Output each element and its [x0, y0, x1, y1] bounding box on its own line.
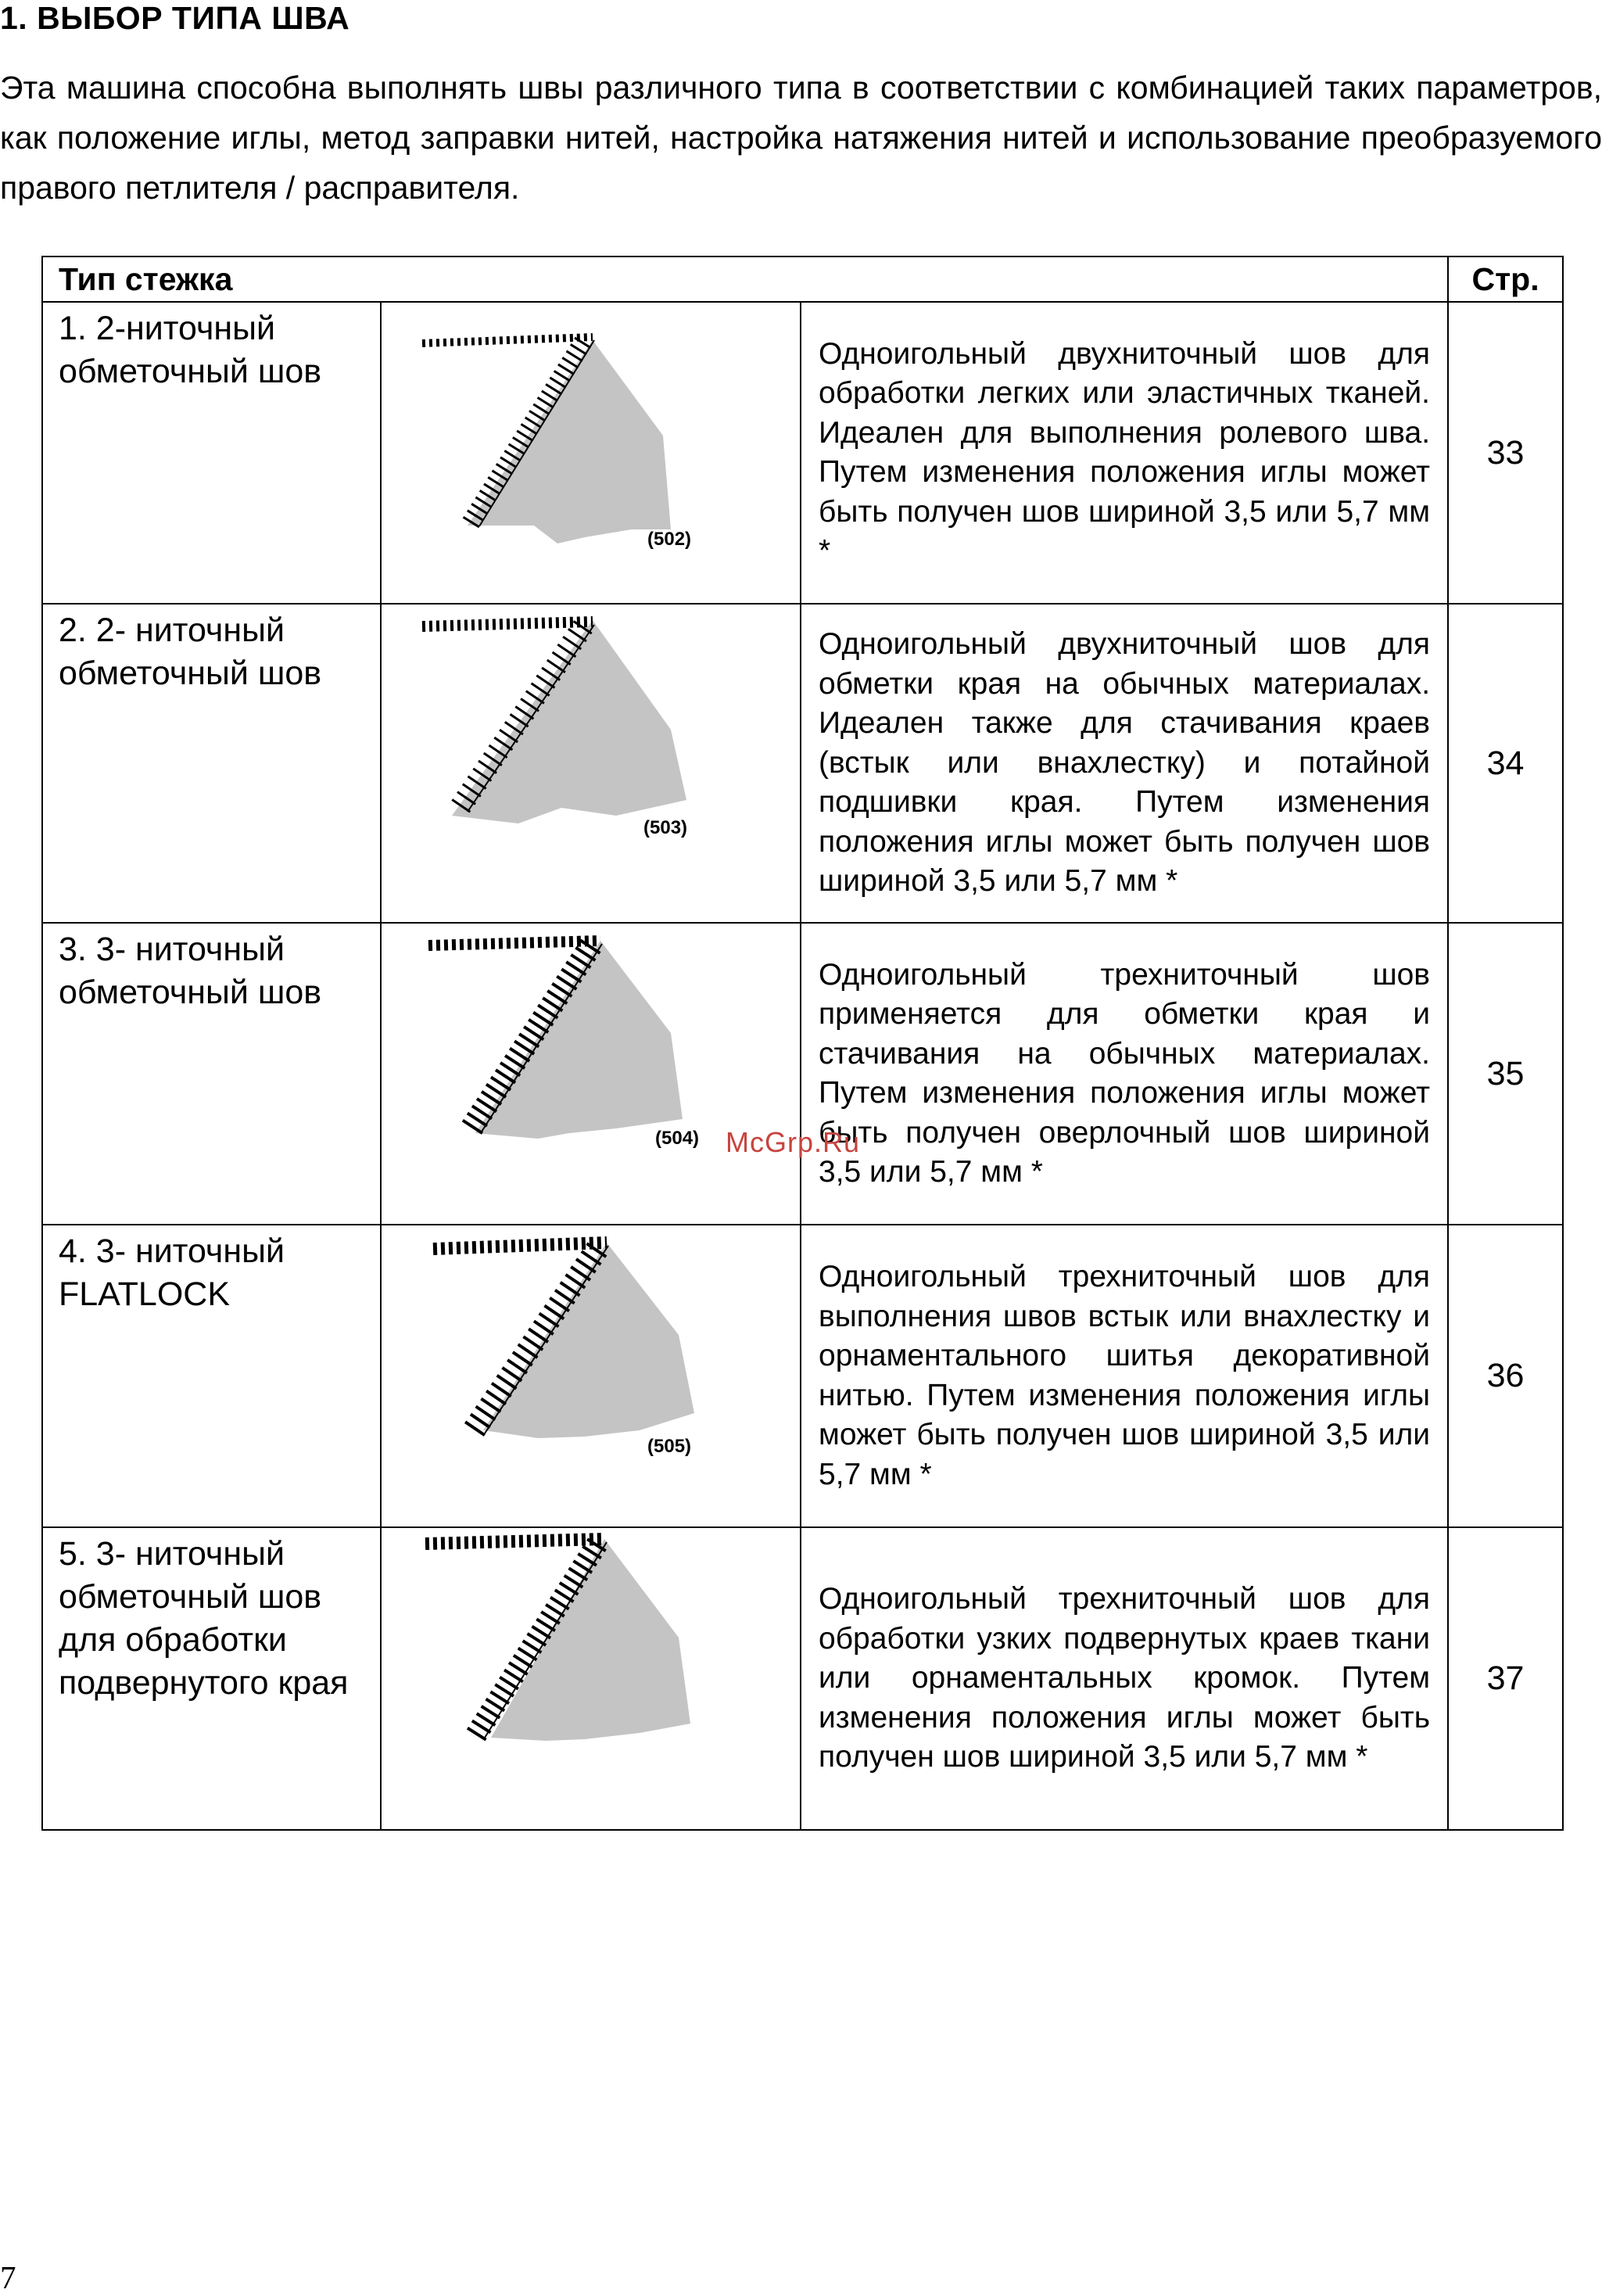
- stitch-page: 37: [1448, 1527, 1563, 1830]
- stitch-name: 2. 2- ниточный обметочный шов: [42, 604, 381, 923]
- top-stitch-row: [428, 941, 600, 945]
- stitch-figure: [381, 302, 801, 604]
- top-stitch-row: [422, 622, 593, 626]
- figure-code: (505): [647, 1436, 692, 1457]
- intro-paragraph: Эта машина способна выполнять швы различного типа в соответствии с комбинацией таких параметров, как положение иглы, метод заправки нитей, настройка натяжения нитей и использование преобразуемого правого петлителя / расправителя.: [0, 70, 1602, 206]
- section-heading: 1. ВЫБОР ТИПА ШВА: [0, 0, 350, 36]
- table-row: [42, 604, 1563, 923]
- stitch-description-cell: [801, 923, 1448, 1225]
- stitch-description: Одноигольный двухниточный шов для обработки легких или эластичных тканей. Идеален для выполнения ролевого шва. Путем изменения положения иглы может быть получен шов шириной 3,5 или 5,7 мм *: [819, 336, 1431, 568]
- table-row: [42, 302, 1563, 604]
- header-page: Стр.: [1448, 257, 1563, 302]
- stitch-504-illustration: [382, 924, 801, 1224]
- page-number: 7: [0, 2259, 16, 2295]
- figure-code: (504): [655, 1128, 700, 1149]
- stitch-description-cell: [801, 1225, 1448, 1527]
- table-row: [42, 1527, 1563, 1830]
- table-row: [42, 1225, 1563, 1527]
- fabric-shape: [483, 1243, 694, 1438]
- stitch-rolled-edge-illustration: [382, 1528, 801, 1829]
- figure-code: (502): [647, 529, 692, 550]
- stitch-description-cell: [801, 604, 1448, 923]
- stitch-page: 33: [1448, 302, 1563, 604]
- stitch-figure: [381, 923, 801, 1225]
- stitch-505-illustration: [382, 1225, 801, 1526]
- header-stitch-type: Тип стежка: [42, 257, 1448, 302]
- stitch-description-cell: [801, 302, 1448, 604]
- top-stitch-row: [433, 1243, 607, 1249]
- fabric-shape: [452, 620, 686, 823]
- stitch-name: 4. 3- ниточный FLATLOCK: [42, 1225, 381, 1527]
- stitch-description: Одноигольный трехниточный шов для выполнения швов встык или внахлестку и орнаментального шитья декоративной нитью. Путем изменения положения иглы может быть получен шов шириной 3,5 или 5,7 мм *: [819, 1260, 1431, 1491]
- watermark: McGrp.Ru: [726, 1126, 861, 1158]
- stitch-description: Одноигольный трехниточный шов применяется для обметки края и стачивания на обычных материалах. Путем изменения положения иглы может быть получен оверлочный шов шириной 3,5 или 5,7 мм *: [819, 957, 1431, 1189]
- stitch-description-cell: [801, 1527, 1448, 1830]
- stitch-name: 5. 3- ниточный обметочный шов для обработки подвернутого края: [42, 1527, 381, 1830]
- stitch-type-table: [41, 256, 1564, 1831]
- stitch-figure: [381, 604, 801, 923]
- stitch-page: 35: [1448, 923, 1563, 1225]
- stitch-page: 34: [1448, 604, 1563, 923]
- stitch-description: Одноигольный трехниточный шов для обработки узких подвернутых краев ткани или орнаментальных кромок. Путем изменения положения иглы может быть получен шов шириной 3,5 или 5,7 мм *: [819, 1582, 1431, 1774]
- stitch-page: 36: [1448, 1225, 1563, 1527]
- table-row: [42, 923, 1563, 1225]
- stitch-description: Одноигольный двухниточный шов для обметки края на обычных материалах. Идеален также для стачивания краев (встык или внахлестку) и потайной подшивки края. Путем изменения положения иглы может быть получен шов шириной 3,5 или 5,7 мм *: [819, 627, 1431, 899]
- stitch-502-illustration: [382, 303, 801, 603]
- figure-code: (503): [643, 817, 688, 838]
- stitch-503-illustration: [382, 604, 801, 922]
- stitch-figure: [381, 1527, 801, 1830]
- stitch-name: 3. 3- ниточный обметочный шов: [42, 923, 381, 1225]
- stitch-name: 1. 2-ниточный обметочный шов: [42, 302, 381, 604]
- top-stitch-row: [425, 1539, 604, 1544]
- top-stitch-row: [422, 337, 593, 343]
- table-header-row: [42, 257, 1563, 302]
- stitch-figure: [381, 1225, 801, 1527]
